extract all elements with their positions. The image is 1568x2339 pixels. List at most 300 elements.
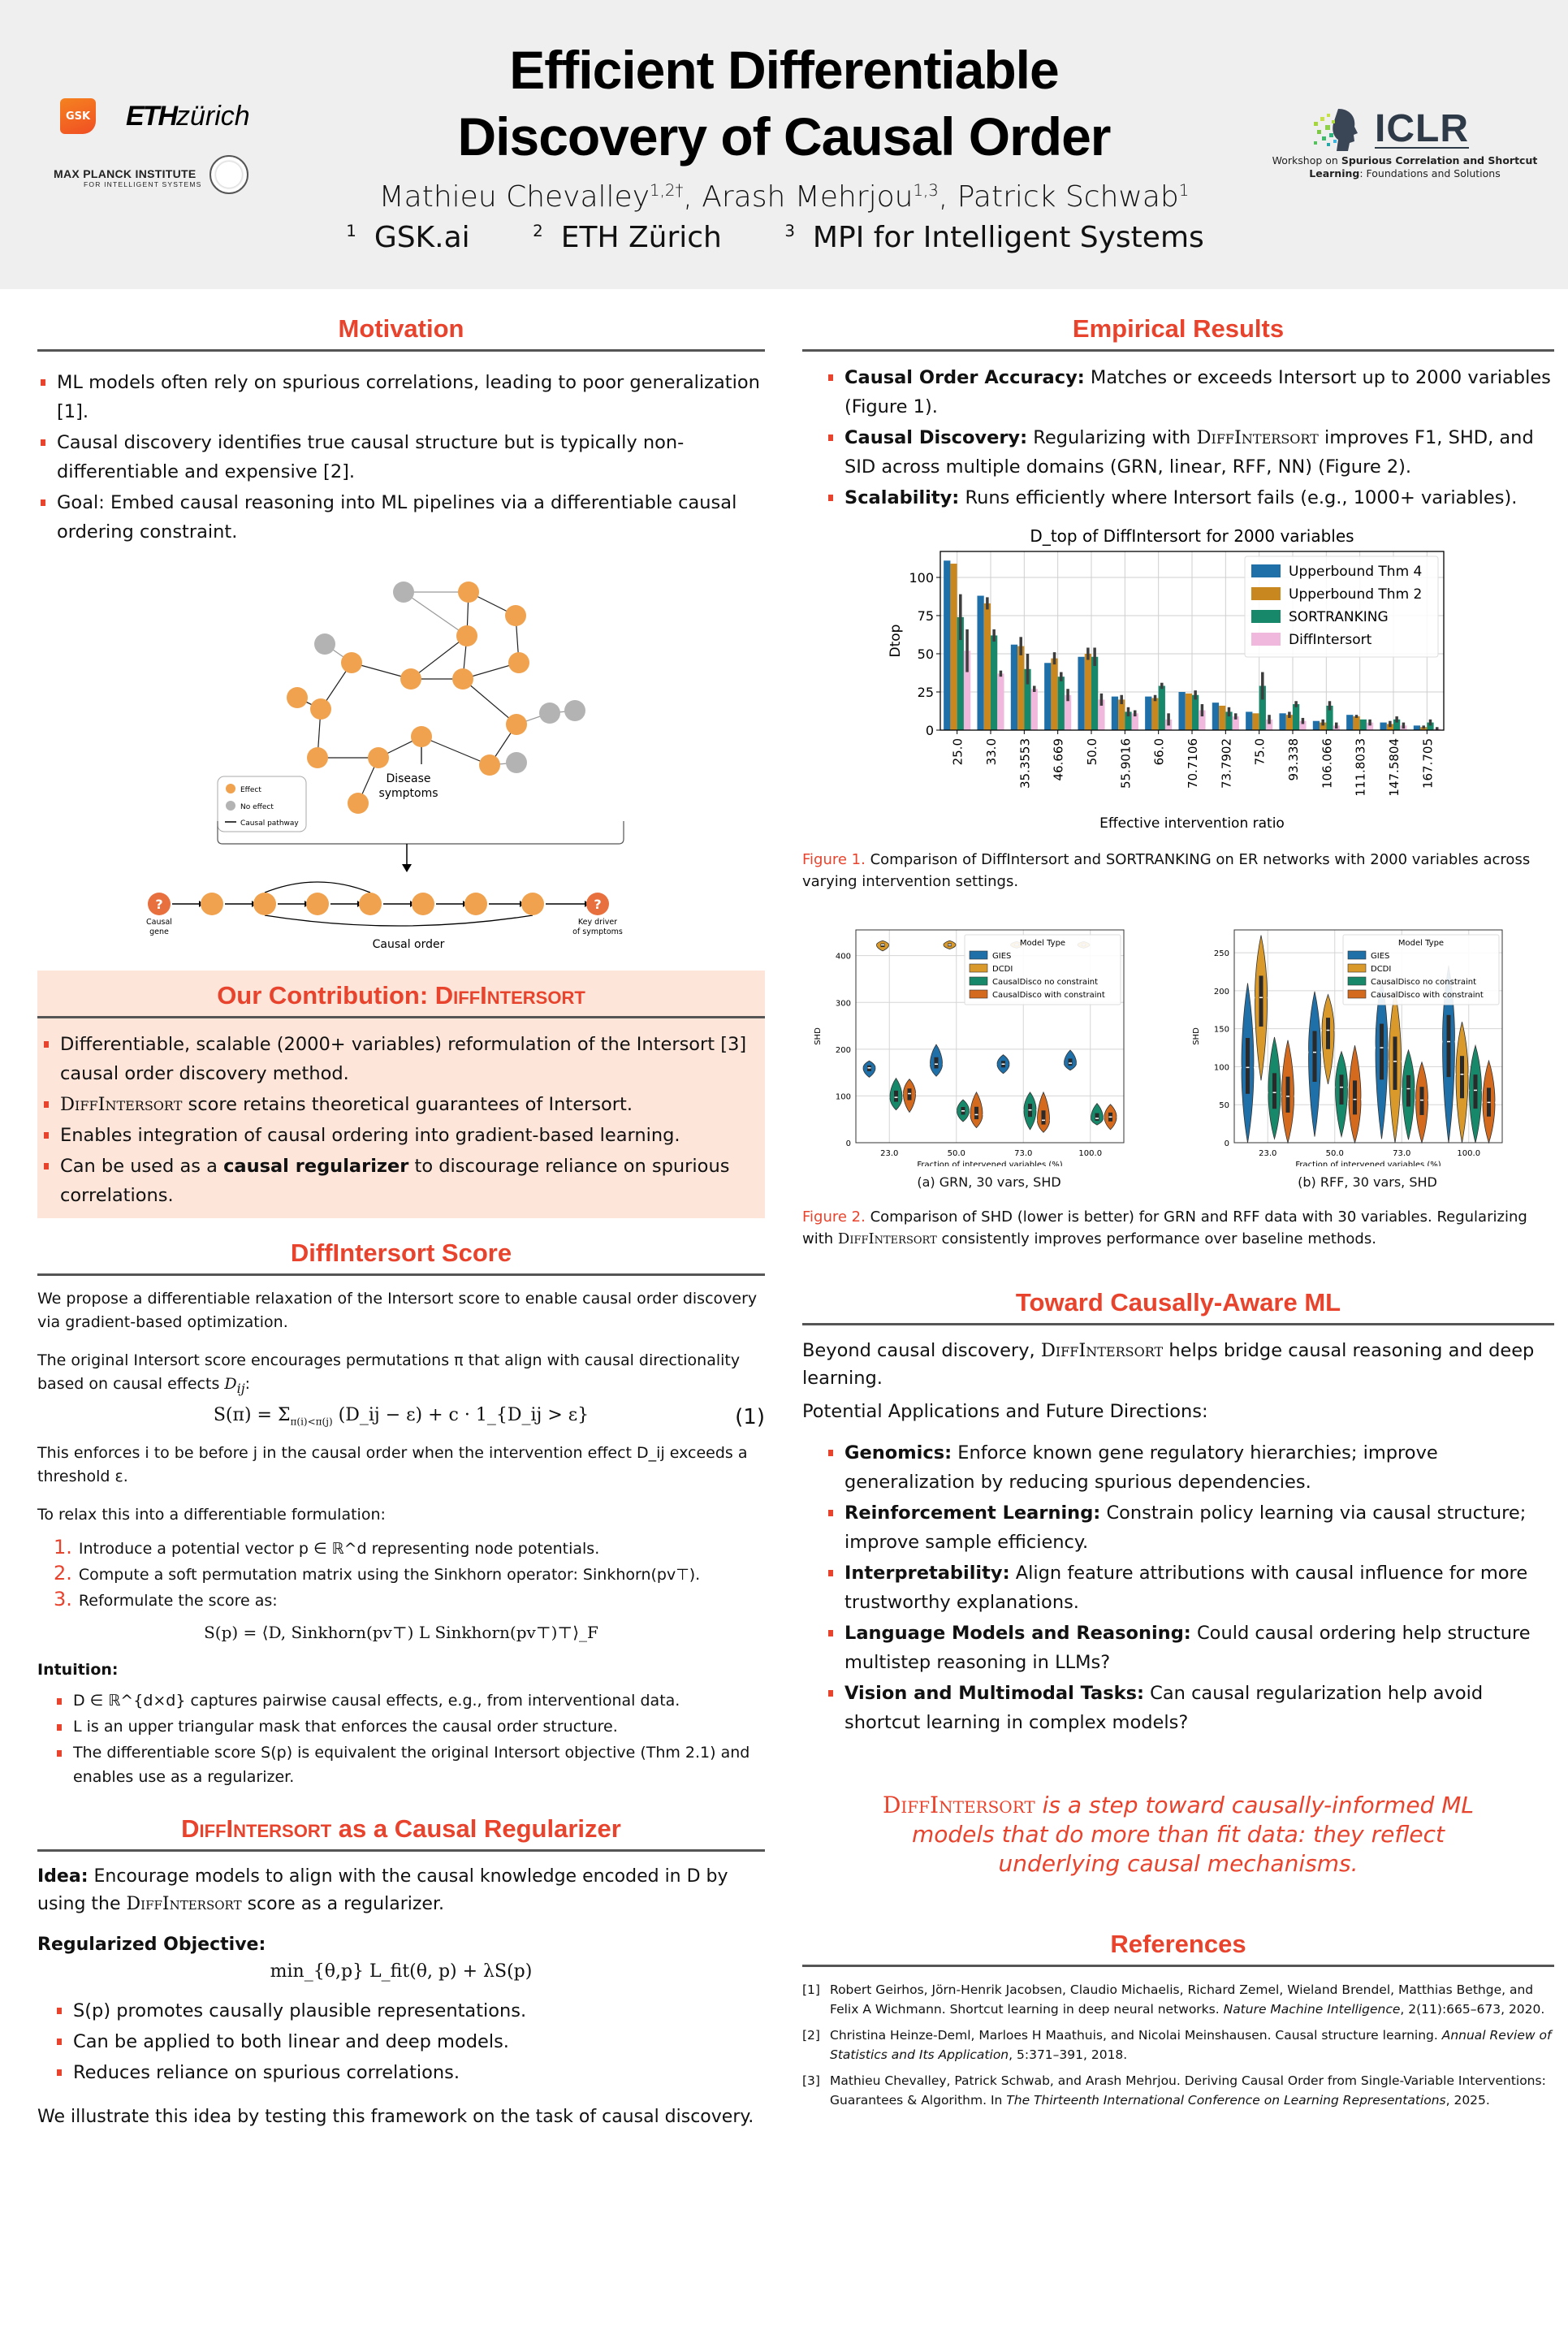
author-list: Mathieu Chevalley$^{1,2\dagger}$, Arash Mehrjou$^{1,3}$, Patrick Schwab$^1$ — [378, 180, 1190, 214]
violin-box — [1069, 1058, 1073, 1066]
math-subscript: ij — [236, 1380, 245, 1396]
reference-item — [802, 2026, 1554, 2064]
x-tick-label: 35.3553 — [1017, 738, 1033, 789]
bullet-item: Can be applied to both linear and deep models. — [54, 2027, 765, 2056]
legend-label: DCDI — [992, 965, 1013, 974]
down-arrowhead-icon — [402, 864, 412, 872]
bar — [1186, 694, 1192, 730]
chart-title: D_top of DiffIntersort for 2000 variables — [1030, 526, 1354, 546]
causal-order-label: Causal order — [372, 938, 445, 951]
key-driver-label: of symptoms — [572, 927, 623, 936]
method-name: DiffIntersort — [1040, 1340, 1164, 1361]
reference-text: Mathieu Chevalley, Patrick Schwab, and Arash Mehrjou. Deriving Causal Order from Single-Variable Interventions: Guarantees & Algorithm. In — [830, 2073, 1546, 2108]
x-tick-label: 23.0 — [880, 1149, 899, 1158]
y-tick-label: 0 — [845, 1139, 851, 1148]
bar — [1279, 713, 1285, 730]
ordered-node — [464, 893, 487, 915]
idea-paragraph — [37, 1863, 765, 1918]
bullet-item: The differentiable score S(p) is equivalent the original Intersort objective (Thm 2.1) and enables use as a regularizer. — [54, 1740, 765, 1789]
bar — [1078, 657, 1084, 730]
legend-swatch — [1251, 610, 1281, 623]
bullet-emphasis: Genomics: — [844, 1442, 952, 1463]
objective-heading: Regularized Objective: — [37, 1935, 266, 1956]
legend-label: Upperbound Thm 2 — [1289, 586, 1423, 603]
dtop-bar-chart — [802, 522, 1554, 839]
reference-text: , 5:371–391, 2018. — [1009, 2047, 1128, 2062]
bar — [1031, 689, 1038, 730]
violin-box — [1460, 1056, 1464, 1098]
paragraph-text: Beyond causal discovery, — [802, 1340, 1041, 1361]
iclr-head-icon — [1309, 107, 1359, 153]
y-tick-label: 75 — [917, 607, 934, 624]
reference-text: Christina Heinze-Deml, Marloes H Maathuis, and Nicolai Meinshausen. Causal structure learning. — [830, 2028, 1442, 2043]
results-section — [802, 309, 1554, 1250]
eth-logo-bold: ETH — [126, 101, 176, 132]
section-title-suffix: as a Causal Regularizer — [331, 1814, 621, 1844]
bullet-item: Differentiable, scalable (2000+ variables) reformulation of the Intersort [3] causal order discovery method. — [41, 1030, 765, 1088]
legend-label: CausalDisco with constraint — [992, 991, 1105, 1000]
legend-label: DCDI — [1371, 965, 1392, 974]
section-title-prefix: Our Contribution: — [217, 981, 435, 1010]
reference-venue: Annual Review of Statistics and Its Application — [830, 2028, 1552, 2062]
bullet-item — [825, 1619, 1554, 1677]
violin-box — [1259, 975, 1263, 1027]
x-tick-label: 167.705 — [1420, 738, 1436, 789]
affiliation-sup: 2 — [533, 222, 543, 240]
paragraph-text: The original Intersort score encourages permutations π that align with causal directionality based on causal effects — [37, 1351, 741, 1393]
legend-swatch — [1251, 587, 1281, 600]
bullet-item: Causal discovery identifies true causal structure but is typically non-differentiable and expensive [2]. — [37, 428, 765, 486]
legend-swatch — [1251, 564, 1281, 577]
causal-pathway-edges — [297, 592, 575, 803]
legend-swatch — [970, 977, 987, 985]
legend-swatch — [1348, 977, 1366, 985]
bullet-text: Could causal ordering help structure multistep reasoning in LLMs? — [844, 1623, 1531, 1673]
violin-box — [1447, 1015, 1451, 1077]
bullet-item — [41, 1152, 765, 1210]
reference-venue: Nature Machine Intelligence — [1223, 2002, 1401, 2017]
bar — [1058, 677, 1065, 730]
bar — [1246, 711, 1252, 730]
author-name: Arash Mehrjou — [702, 180, 914, 214]
legend-swatch — [970, 990, 987, 998]
figure-2-panels — [802, 927, 1554, 1190]
regularized-objective-equation: min_{θ,p} L_fit(θ, p) + λS(p) — [270, 1961, 533, 1982]
contribution-bullets — [37, 1030, 765, 1210]
reference-item — [802, 2071, 1554, 2110]
y-tick-label: 0 — [925, 723, 934, 738]
violin-box — [974, 1107, 978, 1119]
bar — [984, 603, 991, 730]
figure-2b — [1181, 927, 1554, 1190]
skip-arrow — [265, 915, 533, 926]
equation-rhs: (D_ij − ε) + c · 1_{D_ij > ε} — [338, 1404, 590, 1425]
section-title: DiffIntersort Score — [290, 1239, 512, 1267]
disease-label: Disease — [386, 772, 431, 785]
math-var: D — [224, 1375, 237, 1393]
bullet-text: improves F1, SHD, and SID across multiple domains (GRN, linear, RFF, NN) (Figure 2). — [844, 427, 1534, 478]
reference-text: Robert Geirhos, Jörn-Henrik Jacobsen, Claudio Michaelis, Richard Zemel, Wieland Brendel, Matthias Bethge, and Felix A Wichmann. Shortcut learning in deep neural networks. — [830, 1982, 1534, 2017]
x-axis-label: Fraction of intervened variables (%) — [1295, 1161, 1441, 1166]
x-tick-label: 50.0 — [1325, 1149, 1344, 1158]
ordered-node — [359, 893, 382, 915]
bar — [1112, 697, 1118, 730]
affiliation-list — [0, 221, 1568, 254]
section-divider — [37, 1849, 765, 1852]
graph-nodes — [287, 582, 585, 814]
reference-item — [802, 1980, 1554, 2019]
x-tick-label: 50.0 — [947, 1149, 965, 1158]
bar — [1212, 703, 1219, 730]
violin-box — [1326, 1018, 1330, 1049]
section-title: Toward Causally-Aware ML — [1015, 1288, 1341, 1316]
step-item — [54, 1561, 765, 1587]
effect-node — [368, 747, 389, 768]
x-tick-label: 100.0 — [1457, 1149, 1481, 1158]
legend-swatch — [1348, 964, 1366, 972]
effect-node — [307, 747, 328, 768]
author-affiliation-sup: 1,2† — [650, 181, 684, 200]
bullet-text: Matches or exceeds Intersort up to 2000 variables (Figure 1). — [844, 367, 1551, 417]
ordered-node — [306, 893, 329, 915]
x-tick-label: 147.5804 — [1387, 738, 1402, 797]
mpi-logo-line1: MAX PLANCK INSTITUTE — [54, 167, 197, 180]
legend-pathway-label: Causal pathway — [240, 819, 299, 828]
author-affiliation-sup: 1 — [1178, 181, 1190, 200]
mpi-logo-line2: FOR INTELLIGENT SYSTEMS — [84, 180, 202, 188]
paragraph: We propose a differentiable relaxation of the Intersort score to enable causal order discovery via gradient-based optimization. — [37, 1290, 758, 1331]
intuition-bullets — [54, 1688, 765, 1789]
equation-sum-index: π(i)<π(j) — [290, 1416, 333, 1428]
bullet-item: Goal: Embed causal reasoning into ML pipelines via a differentiable causal ordering constraint. — [37, 488, 765, 547]
causal-order-chain — [148, 882, 609, 926]
caption-text: Comparison of SHD (lower is better) for GRN and RFF data with 30 variables. Regularizing with — [802, 1208, 1527, 1247]
reference-number: [2] — [802, 2028, 820, 2043]
x-tick-label: 25.0 — [950, 738, 965, 766]
bullet-item — [825, 1559, 1554, 1617]
bullet-text: to discourage reliance on spurious correlations. — [60, 1156, 730, 1206]
figure-1-caption — [802, 849, 1554, 893]
gsk-logo-text: GSK — [65, 110, 91, 123]
idea-label: Idea: — [37, 1866, 89, 1887]
section-divider — [802, 1965, 1554, 1967]
method-name: DiffIntersort — [837, 1230, 937, 1247]
bar — [1017, 646, 1024, 730]
workshop-suffix: : Foundations and Solutions — [1359, 167, 1501, 179]
violin-box — [1393, 1036, 1397, 1090]
bullet-item: ML models often rely on spurious correlations, leading to poor generalization [1]. — [37, 368, 765, 426]
bar — [1414, 725, 1420, 730]
method-name: DiffIntersort — [434, 981, 585, 1010]
violin-box — [1406, 1075, 1410, 1107]
non-causal-link — [404, 592, 467, 636]
effect-node — [411, 726, 432, 747]
caption-text: consistently improves performance over baseline methods. — [936, 1230, 1376, 1247]
bar — [1044, 663, 1051, 730]
y-tick-label: 50 — [917, 646, 934, 662]
violin-box — [908, 1088, 912, 1100]
bullet-item — [825, 423, 1554, 482]
legend-swatch — [1251, 633, 1281, 646]
violin-box — [1272, 1073, 1276, 1109]
bar — [1011, 645, 1017, 730]
legend-label: SORTRANKING — [1289, 609, 1389, 625]
legend-title: Model Type — [1397, 939, 1445, 948]
bullet-text: Can be used as a — [60, 1156, 224, 1177]
paragraph: The original Intersort score encourages permutations π that align with causal directionality based on causal effects $D_{ij}$: — [37, 1351, 741, 1396]
y-tick-label: 25 — [917, 684, 934, 700]
subfigure-caption: (b) RFF, 30 vars, SHD — [1298, 1174, 1437, 1190]
bullet-emphasis: causal regularizer — [223, 1156, 409, 1177]
legend-swatch — [1348, 990, 1366, 998]
bullet-item — [41, 1090, 765, 1119]
reference-number: [1] — [802, 1982, 820, 1997]
section-title — [37, 975, 765, 1016]
regularizer-section — [37, 1809, 765, 2129]
bar — [1178, 692, 1185, 730]
x-tick-label: 70.7106 — [1186, 738, 1200, 789]
paragraph: To relax this into a differentiable formulation: — [37, 1506, 386, 1524]
legend-effect-swatch — [226, 784, 235, 793]
causal-gene-label: Causal — [146, 918, 172, 927]
method-name: DiffIntersort — [882, 1792, 1035, 1818]
bar — [977, 596, 983, 730]
poster-header — [0, 0, 1568, 289]
legend-effect-label: Effect — [240, 786, 261, 794]
bar — [944, 560, 950, 730]
x-tick-label: 66.0 — [1151, 738, 1167, 766]
violin-box — [894, 1091, 898, 1102]
y-axis-label: Dtop — [888, 624, 904, 658]
figure-label: Figure 2. — [802, 1208, 866, 1226]
section-title: Motivation — [338, 314, 464, 343]
figure-2a — [802, 927, 1176, 1190]
bullet-emphasis: Causal Order Accuracy: — [844, 367, 1085, 388]
ordered-node — [201, 893, 223, 915]
no-effect-node — [539, 703, 560, 724]
affiliation — [346, 221, 487, 254]
x-tick-label: 111.8033 — [1353, 738, 1368, 797]
figure-2-caption — [802, 1206, 1554, 1250]
grn-shd-violin-chart — [802, 927, 1176, 1166]
violin-box — [1286, 1077, 1290, 1113]
effect-node — [506, 714, 527, 735]
y-tick-label: 100 — [1213, 1063, 1229, 1073]
method-name: DiffIntersort — [1196, 427, 1319, 448]
motivation-section — [37, 309, 765, 962]
bullet-item: Reduces reliance on spurious correlations. — [54, 2058, 765, 2087]
legend-title: Model Type — [1019, 939, 1066, 948]
section-divider — [37, 1016, 765, 1018]
bar — [1145, 697, 1151, 730]
method-name: DiffIntersort — [181, 1814, 332, 1844]
effect-node — [400, 668, 421, 690]
bar — [991, 635, 997, 730]
results-bullets — [825, 363, 1554, 512]
y-tick-label: 100 — [909, 569, 934, 586]
x-tick-label: 106.066 — [1320, 738, 1335, 789]
bullet-item — [825, 1679, 1554, 1737]
violin-box — [1353, 1080, 1357, 1114]
regularizer-bullets — [54, 1996, 765, 2087]
no-effect-node — [506, 752, 527, 773]
skip-arrow — [265, 882, 370, 893]
bullet-item — [825, 1438, 1554, 1497]
y-tick-label: 50 — [1219, 1101, 1229, 1111]
bar — [1091, 657, 1098, 730]
bullet-item: Enables integration of causal ordering into gradient-based learning. — [41, 1121, 765, 1150]
section-title: References — [1110, 1930, 1246, 1958]
bar — [1353, 716, 1359, 730]
question-mark-icon: ? — [155, 897, 163, 912]
author-name: Mathieu Chevalley — [378, 180, 650, 214]
violin-box — [1313, 1031, 1317, 1082]
step-number: 3. — [54, 1588, 72, 1611]
bar — [1380, 723, 1386, 730]
x-tick-label: 75.0 — [1252, 738, 1268, 766]
no-effect-node — [393, 582, 414, 603]
subfigure-caption: (a) GRN, 30 vars, SHD — [917, 1174, 1061, 1190]
intuition-heading: Intuition: — [37, 1661, 119, 1680]
x-axis-label: Fraction of intervened variables (%) — [917, 1161, 1063, 1166]
effect-node — [341, 652, 362, 673]
violin-box — [1380, 1024, 1384, 1080]
legend-swatch — [1348, 951, 1366, 959]
bullet-emphasis: Vision and Multimodal Tasks: — [844, 1683, 1144, 1704]
author — [702, 180, 939, 214]
figure-label: Figure 1. — [802, 851, 866, 868]
violin-box — [1042, 1110, 1046, 1124]
author — [379, 180, 684, 214]
question-mark-icon: ? — [594, 897, 602, 912]
effect-node — [508, 652, 529, 673]
paragraph-text: score as a regularizer. — [241, 1894, 444, 1915]
equation-1 — [37, 1405, 765, 1427]
violin-box — [1420, 1087, 1424, 1115]
violin-box — [1095, 1113, 1099, 1121]
affiliation-name: GSK.ai — [374, 221, 470, 254]
affiliation-name: MPI for Intelligent Systems — [812, 221, 1204, 254]
eth-logo-light: zürich — [176, 101, 250, 132]
bar — [1085, 654, 1091, 730]
bar — [1313, 721, 1320, 730]
affiliation — [533, 221, 740, 254]
workshop-title: Spurious Correlation and Shortcut Learning — [1309, 154, 1538, 179]
bullet-text: Align feature attributions with causal influence for more trustworthy explanations. — [844, 1563, 1528, 1613]
key-driver-label: Key driver — [577, 918, 618, 927]
method-name: DiffIntersort — [60, 1094, 183, 1115]
violin-box — [1340, 1074, 1344, 1105]
ordered-node — [412, 893, 434, 915]
bar — [1252, 713, 1259, 730]
bullet-emphasis: Scalability: — [844, 487, 960, 508]
legend-swatch — [970, 964, 987, 972]
bar — [1293, 704, 1299, 730]
bar — [1219, 706, 1225, 730]
legend-swatch — [970, 951, 987, 959]
bullet-text: Constrain policy learning via causal structure; improve sample efficiency. — [844, 1502, 1527, 1553]
reference-number: [3] — [802, 2073, 820, 2088]
section-title — [37, 1809, 765, 1849]
y-tick-label: 400 — [835, 952, 851, 962]
x-axis-label: Effective intervention ratio — [1099, 815, 1285, 832]
bullet-item — [825, 1498, 1554, 1557]
bullet-item — [825, 483, 1554, 512]
effect-node — [505, 605, 526, 626]
y-tick-label: 100 — [835, 1092, 851, 1102]
section-divider — [37, 349, 765, 352]
paragraph: Potential Applications and Future Directions: — [802, 1401, 1208, 1422]
y-axis-label: SHD — [814, 1027, 823, 1045]
ordered-node — [253, 893, 276, 915]
x-tick-label: 73.0 — [1393, 1149, 1411, 1158]
legend-label: GIES — [1371, 952, 1390, 961]
effect-node — [310, 698, 331, 720]
section-divider — [37, 1273, 765, 1276]
bullet-text: score retains theoretical guarantees of Intersort. — [182, 1094, 633, 1115]
paragraph — [802, 1337, 1554, 1392]
motivation-bullets — [37, 368, 765, 547]
reference-text: , 2025. — [1445, 2093, 1490, 2108]
disease-label: symptoms — [378, 787, 438, 800]
x-tick-label: 93.338 — [1286, 738, 1301, 781]
legend-label: Upperbound Thm 4 — [1289, 564, 1423, 580]
step-number: 1. — [54, 1536, 72, 1559]
effect-node — [452, 668, 473, 690]
legend-label: CausalDisco no constraint — [1371, 978, 1477, 987]
no-effect-node — [564, 700, 585, 721]
bullet-emphasis: Language Models and Reasoning: — [844, 1623, 1191, 1644]
effect-node — [456, 625, 477, 646]
affiliation-name: ETH Zürich — [560, 221, 722, 254]
section-divider — [802, 1323, 1554, 1325]
quote-text: is a step toward causally-informed ML models that do more than fit data: they reflect underlying causal mechanisms. — [911, 1792, 1475, 1877]
reference-list — [802, 1980, 1554, 2110]
relaxation-steps — [54, 1535, 765, 1613]
legend-label: CausalDisco with constraint — [1371, 991, 1484, 1000]
x-tick-label: 55.9016 — [1118, 738, 1134, 789]
closing-quote — [802, 1791, 1554, 1879]
left-column — [37, 309, 765, 2143]
paragraph: This enforces i to be before j in the causal order when the intervention effect D_ij exceeds a threshold ε. — [37, 1444, 748, 1486]
equation-number: (1) — [735, 1404, 765, 1429]
affiliation-sup: 1 — [346, 222, 356, 240]
caption-text: Comparison of DiffIntersort and SORTRANKING on ER networks with 2000 variables across varying intervention settings. — [802, 851, 1531, 890]
bar — [1360, 720, 1367, 730]
rff-shd-violin-chart — [1181, 927, 1554, 1166]
bar — [997, 673, 1004, 730]
applications-bullets — [825, 1438, 1554, 1737]
x-tick-label: 73.0 — [1014, 1149, 1033, 1158]
right-column — [802, 309, 1554, 2116]
method-name: DiffIntersort — [126, 1894, 242, 1915]
references-section — [802, 1924, 1554, 2110]
bullet-emphasis: Causal Discovery: — [844, 427, 1028, 448]
ordered-node — [521, 893, 544, 915]
bullet-text: Regularizing with — [1027, 427, 1197, 448]
section-divider — [802, 349, 1554, 352]
author — [957, 180, 1190, 214]
bullet-emphasis: Reinforcement Learning: — [844, 1502, 1101, 1524]
x-tick-label: 100.0 — [1078, 1149, 1103, 1158]
y-axis-label: SHD — [1192, 1027, 1201, 1045]
x-tick-label: 50.0 — [1085, 738, 1099, 766]
y-tick-label: 250 — [1213, 949, 1229, 959]
y-tick-label: 300 — [835, 999, 851, 1009]
bullet-text: Enforce known gene regulatory hierarchies; improve generalization by reducing spurious dependencies. — [844, 1442, 1438, 1493]
legend-label: DiffIntersort — [1289, 632, 1372, 648]
violin-box — [1246, 1038, 1250, 1094]
